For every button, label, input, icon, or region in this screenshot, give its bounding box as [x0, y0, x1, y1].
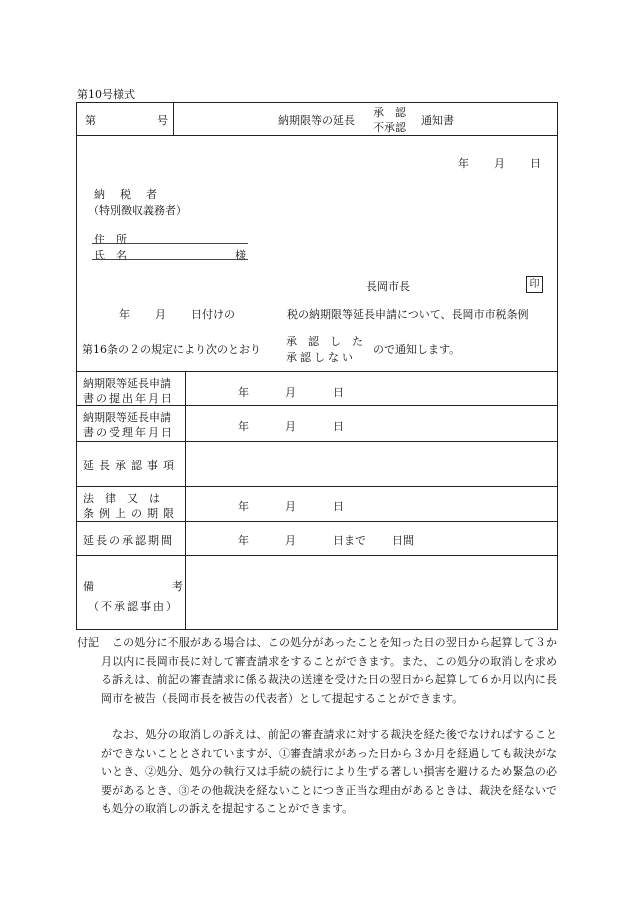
row6-sub-label: （不承認事由）: [88, 600, 179, 613]
header-divider: [76, 135, 558, 136]
row1-label-line1: 納期限等延長申請: [83, 377, 171, 390]
date-month: 月: [494, 157, 505, 170]
body-year: 年: [119, 308, 130, 321]
row-divider-2: [76, 441, 558, 442]
address-underline: [92, 243, 248, 244]
header-vertical-divider: [173, 102, 174, 135]
honorific: 様: [235, 249, 246, 262]
row4-label-line2: 条例上の期限: [83, 507, 179, 520]
row-divider-3: [76, 486, 558, 487]
row4-day: 日: [333, 500, 344, 513]
row2-month: 月: [285, 420, 296, 433]
form-number: 第10号様式: [77, 88, 135, 101]
body-line1-rest: 税の納期限等延長申請について、長岡市市税条例: [287, 308, 529, 321]
taxpayer-label: 納 税 者: [94, 188, 159, 201]
row2-label-line1: 納期限等延長申請: [83, 411, 171, 424]
row2-day: 日: [333, 420, 344, 433]
name-label: 氏 名: [94, 249, 127, 262]
address-label: 住 所: [94, 233, 127, 246]
row5-month: 月: [285, 534, 296, 547]
body-approve: 承 認 し た: [286, 335, 363, 348]
body-line2-start: 第16条の２の規定により次のとおり: [82, 343, 261, 356]
date-day: 日: [530, 157, 541, 170]
footnote-lead: 付記: [77, 636, 99, 649]
header-disapprove: 不承認: [373, 121, 406, 134]
header-approve: 承 認: [373, 106, 406, 119]
row3-label: 延長承認事項: [83, 459, 179, 472]
row1-month: 月: [285, 386, 296, 399]
body-disapprove: 承認しない: [286, 351, 356, 364]
row5-days: 日間: [392, 534, 414, 547]
name-underline: [92, 259, 248, 260]
footnote-paragraph-1: この処分に不服がある場合は、この処分があったことを知った日の翌日から起算して３か月以内に長岡市長に対して審査請求をすることができます。また、この処分の取消しを求める訴えは、前記の審査請求に係る裁決の送達を受けた日の翌日から起算して６か月以内に長岡市を被告（長岡市長を被告の代表者）として提起することができます。: [101, 636, 557, 705]
number-label-go: 号: [157, 114, 168, 127]
row4-year: 年: [238, 500, 249, 513]
form-frame: [76, 102, 558, 630]
date-year: 年: [458, 157, 469, 170]
header-title-suffix: 通知書: [421, 114, 454, 127]
row5-until: 日まで: [333, 534, 366, 547]
body-dated: 日付けの: [191, 308, 235, 321]
body-month: 月: [155, 308, 166, 321]
header-title-prefix: 納期限等の延長: [278, 114, 355, 127]
row1-year: 年: [238, 386, 249, 399]
row5-label: 延長の承認期間: [83, 534, 174, 547]
number-label-dai: 第: [85, 114, 96, 127]
table-top-line: [76, 371, 558, 372]
taxpayer-sub-label: （特別徴収義務者）: [88, 204, 187, 217]
row5-year: 年: [238, 534, 249, 547]
row2-label-line2: 書の受理年月日: [83, 426, 174, 439]
row-divider-5: [76, 555, 558, 556]
footnote-paragraph-2: なお、処分の取消しの訴えは、前記の審査請求に対する裁決を経た後でなければすることができないこととされていますが、①審査請求があった日から３か月を経過しても裁決がないとき、②処分、処分の執行又は手続の続行により生ずる著しい損害を避けるため緊急の必要があるとき、③その他裁決を経ないことにつき正当な理由があるときは、裁決を経ないでも処分の取消しの訴えを提起することができます。: [101, 728, 557, 815]
row1-label-line2: 書の提出年月日: [83, 392, 174, 405]
row-divider-4: [76, 521, 558, 522]
row1-day: 日: [333, 386, 344, 399]
row6-label: 備考: [83, 580, 261, 593]
body-line2-end: ので通知します。: [373, 343, 461, 356]
row4-month: 月: [285, 500, 296, 513]
row4-label-line1: 法 律 又 は: [83, 492, 160, 505]
seal-mark: 印: [526, 276, 543, 293]
issuer-name: 長岡市長: [366, 280, 410, 293]
row2-year: 年: [238, 420, 249, 433]
